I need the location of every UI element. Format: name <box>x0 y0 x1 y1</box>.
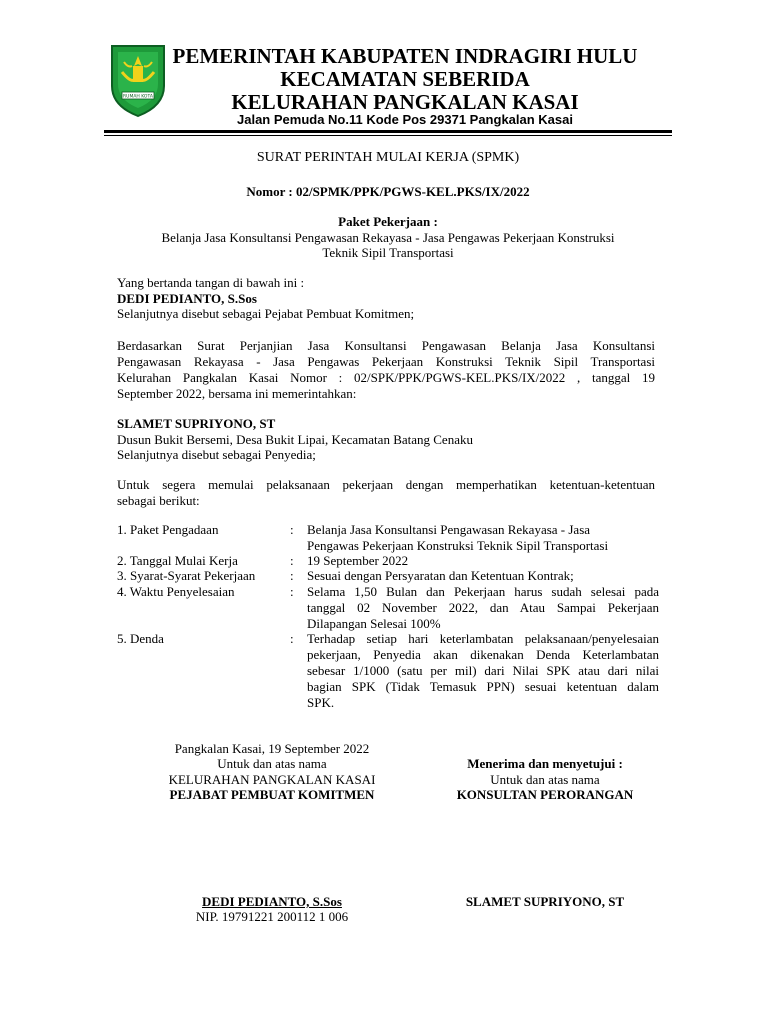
sign-left-name: DEDI PEDIANTO, S.Sos <box>202 894 342 909</box>
letterhead-address: Jalan Pemuda No.11 Kode Pos 29371 Pangkalan Kasai <box>237 112 573 127</box>
item-colon: : <box>290 522 294 537</box>
paket-line-1: Belanja Jasa Konsultansi Pengawasan Rekayasa - Jasa Pengawas Pekerjaan Konstruksi <box>161 230 615 245</box>
signer-name: DEDI PEDIANTO, S.Sos <box>117 291 257 306</box>
item-value-line: Terhadap setiap hari keterlambatan pelaksanaan/penyelesaian <box>307 631 659 646</box>
basis-line-3: Kelurahan Pangkalan Kasai Nomor : 02/SPK/PPK/PGWS-KEL.PKS/IX/2022 , tanggal 19 <box>117 370 655 385</box>
logo-text: RUMAH KOTA <box>123 94 153 100</box>
item-label: 2. Tanggal Mulai Kerja <box>117 553 238 568</box>
item-value-line: tanggal 02 November 2022, dan Atau Sampai Pekerjaan <box>307 600 659 615</box>
document-number: Nomor : 02/SPMK/PPK/PGWS-KEL.PKS/IX/2022 <box>246 184 530 199</box>
sign-left-nip: NIP. 19791221 200112 1 006 <box>195 909 349 924</box>
sign-right-name: SLAMET SUPRIYONO, ST <box>465 894 625 909</box>
regency-logo <box>108 42 168 118</box>
signer-intro: Yang bertanda tangan di bawah ini : <box>117 275 305 290</box>
item-value-line: sebesar 1/1000 (satu per mil) dari Nilai SPK atau dari nilai <box>307 663 659 678</box>
provider-name: SLAMET SUPRIYONO, ST <box>117 416 276 431</box>
letterhead-line-1: PEMERINTAH KABUPATEN INDRAGIRI HULU <box>172 44 638 68</box>
letterhead-rule-thin <box>104 135 672 136</box>
item-label: 4. Waktu Penyelesaian <box>117 584 235 599</box>
basis-line-2: Pengawasan Rekayasa - Jasa Pengawas Pekerjaan Konstruksi Teknik Sipil Transportasi <box>117 354 655 369</box>
item-value <box>307 584 659 632</box>
provider-role: Selanjutnya disebut sebagai Penyedia; <box>117 447 316 462</box>
item-value-line: Sesuai dengan Persyaratan dan Ketentuan Kontrak; <box>307 568 574 583</box>
item-value-line: 19 September 2022 <box>307 553 409 568</box>
item-value-line: SPK. <box>307 695 335 710</box>
item-value-line: Selama 1,50 Bulan dan Pekerjaan harus sudah selesai pada <box>307 584 659 599</box>
item-colon: : <box>290 584 294 599</box>
letterhead-rule-thick <box>104 130 672 133</box>
basis-paragraph <box>117 338 655 402</box>
item-label: 3. Syarat-Syarat Pekerjaan <box>117 568 256 583</box>
item-value-line: Belanja Jasa Konsultansi Pengawasan Rekayasa - Jasa <box>307 522 591 537</box>
item-value-line: Pengawas Pekerjaan Konstruksi Teknik Sipil Transportasi <box>307 538 609 553</box>
item-value-line: bagian SPK (Tidak Temasuk PPN) sesuai ketentuan dalam <box>307 679 659 694</box>
item-value <box>307 553 659 569</box>
item-value <box>307 522 659 554</box>
item-colon: : <box>290 568 294 583</box>
provider-address: Dusun Bukit Bersemi, Desa Bukit Lipai, Kecamatan Batang Cenaku <box>117 432 473 447</box>
document-title: SURAT PERINTAH MULAI KERJA (SPMK) <box>256 150 520 165</box>
item-value <box>307 631 659 711</box>
item-value-line: pekerjaan, Penyedia akan dikenakan Denda Keterlambatan <box>307 647 659 662</box>
sign-place-date: Pangkalan Kasai, 19 September 2022 <box>174 741 370 756</box>
letterhead-line-2: KECAMATAN SEBERIDA <box>280 67 530 91</box>
item-label: 1. Paket Pengadaan <box>117 522 219 537</box>
sign-left-org: KELURAHAN PANGKALAN KASAI <box>168 772 376 787</box>
item-colon: : <box>290 631 294 646</box>
item-value-line: Dilapangan Selesai 100% <box>307 616 441 631</box>
instruction-line-2: sebagai berikut: <box>117 493 200 508</box>
basis-line-1: Berdasarkan Surat Perjanjian Jasa Konsultansi Pengawasan Belanja Jasa Konsultansi <box>117 338 655 353</box>
paket-heading: Paket Pekerjaan : <box>338 214 438 229</box>
basis-line-4: September 2022, bersama ini memerintahkan: <box>117 386 357 401</box>
item-colon: : <box>290 553 294 568</box>
sign-left-on-behalf: Untuk dan atas nama <box>217 756 327 771</box>
signer-role: Selanjutnya disebut sebagai Pejabat Pembuat Komitmen; <box>117 306 415 321</box>
letterhead-line-3: KELURAHAN PANGKALAN KASAI <box>231 90 579 114</box>
instruction-paragraph <box>117 477 655 509</box>
instruction-line-1: Untuk segera memulai pelaksanaan pekerjaan dengan memperhatikan ketentuan-ketentuan <box>117 477 655 492</box>
sign-right-heading: Menerima dan menyetujui : <box>467 756 623 771</box>
sign-right-on-behalf: Untuk dan atas nama <box>490 772 600 787</box>
item-label: 5. Denda <box>117 631 164 646</box>
sign-left-title: PEJABAT PEMBUAT KOMITMEN <box>169 787 375 802</box>
item-value <box>307 568 659 584</box>
sign-right-title: KONSULTAN PERORANGAN <box>456 787 634 802</box>
paket-line-2: Teknik Sipil Transportasi <box>322 245 454 260</box>
